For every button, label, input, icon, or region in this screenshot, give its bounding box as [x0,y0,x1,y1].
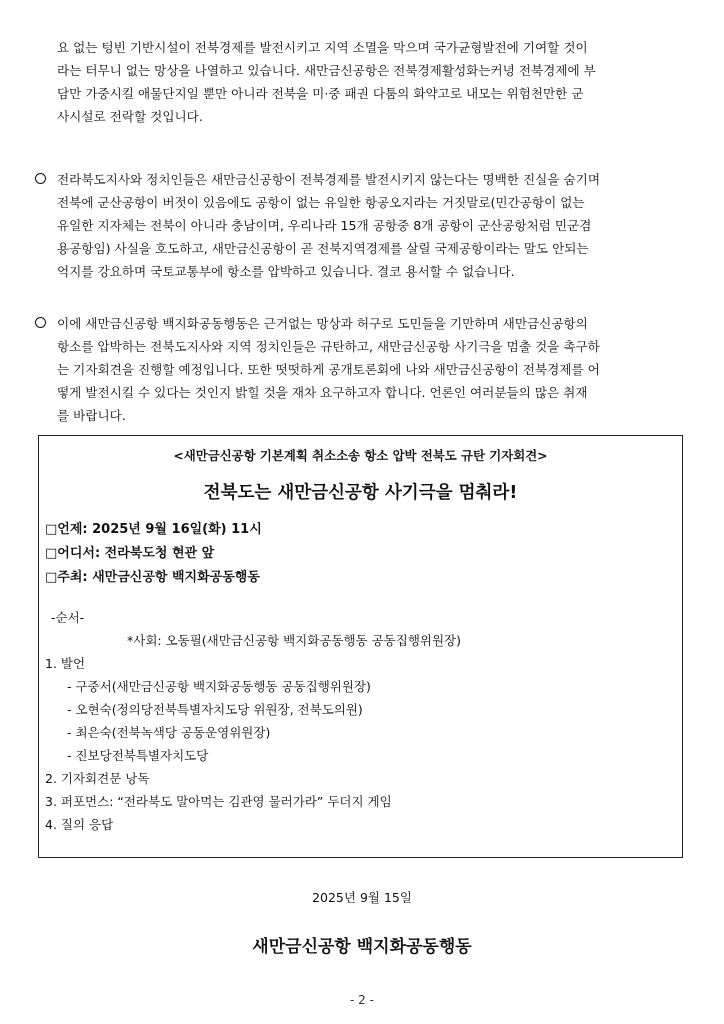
box-headline: 전북도는 새만금신공항 사기극을 멈춰라! [203,483,518,503]
program-item: 1. 발언 [45,656,86,671]
document-date: 2025년 9월 15일 [312,890,412,905]
program-item: 3. 퍼포먼스: “전라북도 말아먹는 김관영 물러가라” 두더지 게임 [45,794,392,809]
paragraph-line: 억지를 강요하며 국토교통부에 항소를 압박하고 있습니다. 결코 용서할 수 없습니다. [57,264,515,279]
paragraph-line: 용공항임) 사실을 호도하고, 새만금신공항이 곧 전북지역경제를 살릴 국제공항이라는 말도 안되는 [57,241,589,256]
speaker-item: - 구중서(새만금신공항 백지화공동행동 공동집행위원장) [67,679,371,694]
paragraph-line: 전라북도지사와 정치인들은 새만금신공항이 전북경제를 발전시키지 않는다는 명백한 진실을 숨기며 [57,172,600,187]
paragraph-line: 떻게 발전시킬 수 있다는 것인지 밝힐 것을 재차 요구하고자 합니다. 언론인 여러분들의 많은 취재 [57,385,588,400]
speaker-item: - 진보당전북특별자치도당 [67,748,209,763]
speaker-item: - 오현숙(정의당전북특별자치도당 위원장, 전북도의원) [67,702,363,717]
order-label: -순서- [51,610,85,625]
paragraph-line: 항소를 압박하는 전북도지사와 지역 정치인들은 규탄하고, 새만금신공항 사기극을 멈출 것을 촉구하 [57,339,600,354]
box-title: <새만금신공항 기본계획 취소소송 항소 압박 전북도 규탄 기자회견> [173,448,548,463]
info-host: □주최: 새만금신공항 백지화공동행동 [45,570,260,585]
paragraph-line: 라는 터무니 없는 망상을 나열하고 있습니다. 새만금신공항은 전북경제활성화는커녕 전북경제에 부 [57,63,596,78]
press-conference-info-box [38,435,683,858]
paragraph-line: 요 없는 텅빈 기반시설이 전북경제를 발전시키고 지역 소멸을 막으며 국가균형발전에 기여할 것이 [57,40,588,55]
paragraph-line: 담만 가중시킬 애물단지일 뿐만 아니라 전북을 미·중 패권 다툼의 화약고로 내모는 위험천만한 군 [57,86,584,101]
paragraph-line: 이에 새만금신공항 백지화공동행동은 근거없는 망상과 허구로 도민들을 기만하며 새만금신공항의 [57,316,588,331]
paragraph-line: 사시설로 전락할 것입니다. [57,109,203,124]
paragraph-2 [57,168,707,283]
speaker-item: - 최은숙(전북녹색당 공동운영위원장) [67,725,271,740]
paragraph-line: 전북에 군산공항이 버젓이 있음에도 공항이 없는 유일한 항공오지라는 거짓말로(민간공항이 없는 [57,195,585,210]
mc-line: *사회: 오동필(새만금신공항 백지화공동행동 공동집행위원장) [127,633,462,648]
bullet-circle-icon [35,317,46,328]
paragraph-line: 유일한 지자체는 전북이 아니라 충남이며, 우리나라 15개 공항중 8개 공항이 군산공항처럼 민군겸 [57,218,592,233]
paragraph-1 [57,36,707,128]
paragraph-line: 는 기자회견을 진행할 예정입니다. 또한 떳떳하게 공개토론회에 나와 새만금신공항이 전북경제를 어 [57,362,600,377]
info-where: □어디서: 전라북도청 현관 앞 [45,546,215,561]
paragraph-3 [57,312,707,427]
paragraph-line: 를 바랍니다. [57,408,126,423]
bullet-circle-icon [35,173,46,184]
organization-name: 새만금신공항 백지화공동행동 [252,937,472,957]
program-item: 2. 기자회견문 낭독 [45,771,150,786]
program-item: 4. 질의 응답 [45,817,114,832]
page-number: - 2 - [350,993,374,1007]
info-when: □언제: 2025년 9월 16일(화) 11시 [45,522,262,537]
